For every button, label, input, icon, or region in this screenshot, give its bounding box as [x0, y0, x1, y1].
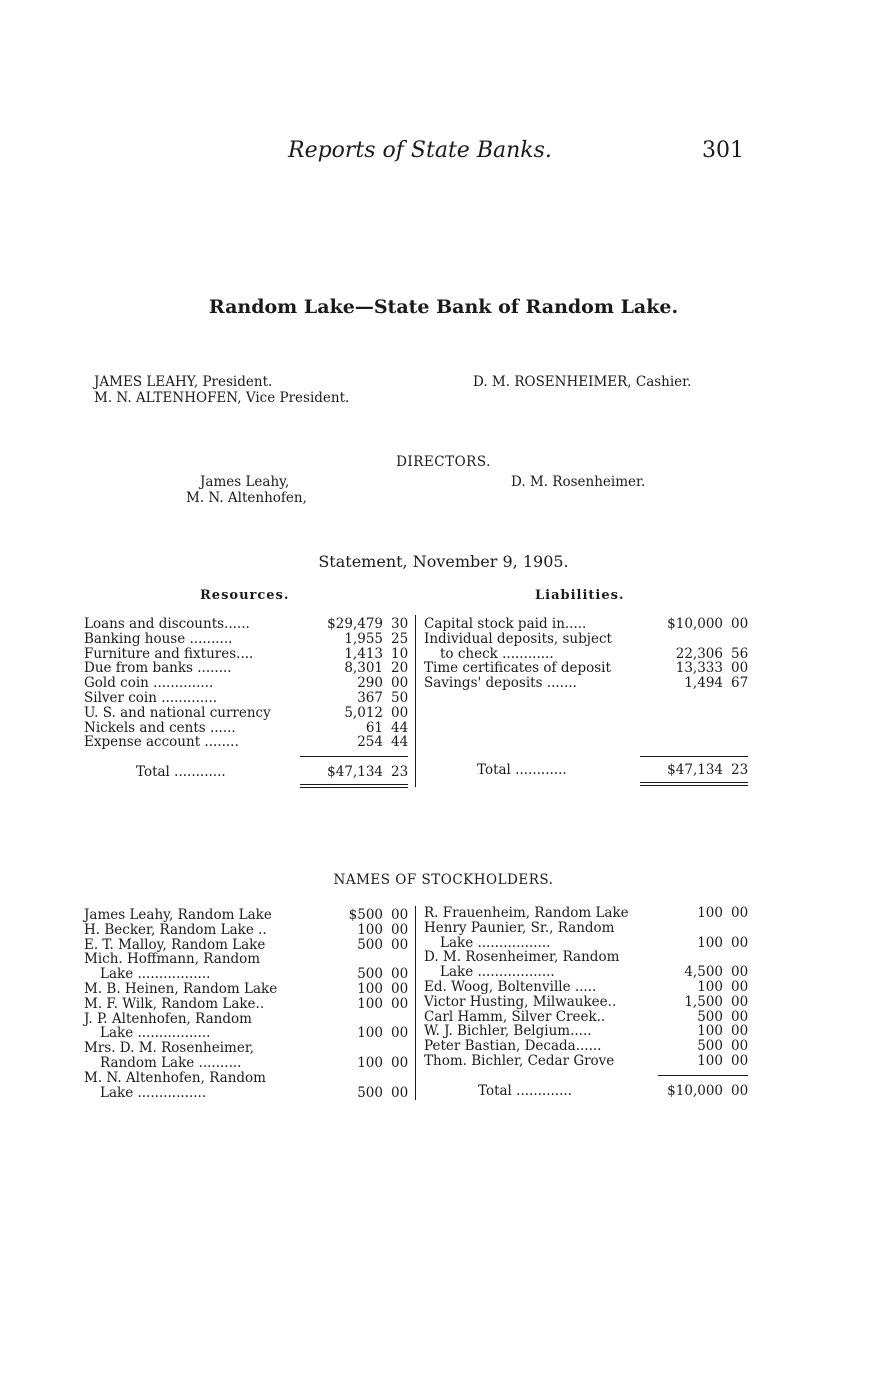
- stockholders-heading: NAMES OF STOCKHOLDERS.: [333, 872, 554, 888]
- row-label: Nickels and cents ......: [84, 719, 236, 736]
- row-dollars: 100: [697, 934, 723, 951]
- liabilities-total-cents: 23: [731, 762, 749, 778]
- ledger-row: [84, 617, 414, 632]
- row-label: Lake ..................: [440, 964, 555, 981]
- page-number: 301: [702, 138, 744, 163]
- director-name: M. N. Altenhofen,: [186, 490, 307, 506]
- liabilities-total-dollars: $47,134: [667, 762, 723, 778]
- row-dollars: 1,413: [344, 645, 383, 662]
- running-title: Reports of State Banks.: [288, 138, 552, 163]
- resources-total-cents: 23: [391, 764, 409, 780]
- ledger-row: [84, 1056, 414, 1071]
- row-dollars: 13,333: [675, 660, 723, 677]
- ledger-row: [84, 1026, 414, 1041]
- ledger-row: [424, 617, 754, 632]
- ledger-row: [424, 980, 754, 995]
- row-label: Thom. Bichler, Cedar Grove: [424, 1052, 615, 1069]
- row-label: H. Becker, Random Lake ..: [84, 921, 267, 938]
- row-label: R. Frauenheim, Random Lake: [424, 905, 629, 921]
- row-label: Gold coin ..............: [84, 675, 214, 692]
- row-cents: 00: [731, 905, 749, 921]
- column-divider: [415, 615, 416, 787]
- row-cents: 00: [391, 936, 409, 953]
- row-label: Banking house ..........: [84, 630, 233, 647]
- ledger-row: [84, 632, 414, 647]
- rule: [640, 756, 748, 757]
- resources-total-label: Total ............: [136, 764, 226, 780]
- row-cents: 00: [391, 1084, 409, 1101]
- row-dollars: 1,500: [684, 993, 723, 1010]
- row-cents: 00: [731, 934, 749, 951]
- row-label: to check ............: [440, 645, 554, 662]
- row-label: U. S. and national currency: [84, 704, 271, 721]
- row-dollars: 8,301: [344, 660, 383, 677]
- row-label: Furniture and fixtures....: [84, 645, 254, 662]
- ledger-row: [84, 982, 414, 997]
- row-cents: 00: [731, 660, 749, 677]
- row-cents: 00: [731, 993, 749, 1010]
- ledger-row: [84, 1071, 414, 1086]
- row-dollars: 61: [365, 719, 383, 736]
- statement-heading: Statement, November 9, 1905.: [318, 552, 569, 571]
- row-cents: 00: [391, 704, 409, 721]
- row-label: J. P. Altenhofen, Random: [84, 1010, 252, 1027]
- row-cents: 25: [391, 630, 409, 647]
- ledger-row: [84, 908, 414, 923]
- double-rule: [300, 784, 408, 788]
- stockholders-right-table: [424, 906, 754, 1069]
- ledger-row: [424, 676, 754, 691]
- row-label: Lake .................: [100, 1025, 211, 1042]
- director-name: James Leahy,: [200, 474, 290, 490]
- ledger-row: [424, 1010, 754, 1025]
- row-label: Random Lake ..........: [100, 1054, 242, 1071]
- row-dollars: $29,479: [327, 616, 383, 632]
- row-cents: 00: [731, 1052, 749, 1069]
- row-label: Loans and discounts......: [84, 616, 250, 632]
- row-label: Peter Bastian, Decada......: [424, 1038, 602, 1055]
- stockholders-total-label: Total .............: [478, 1083, 572, 1099]
- ledger-row: [84, 721, 414, 736]
- row-dollars: 100: [357, 921, 383, 938]
- row-dollars: 4,500: [684, 964, 723, 981]
- row-dollars: 100: [357, 1054, 383, 1071]
- column-divider: [415, 906, 416, 1100]
- row-dollars: 254: [357, 734, 383, 751]
- row-dollars: 500: [357, 966, 383, 983]
- row-cents: 00: [731, 978, 749, 995]
- row-label: Due from banks ........: [84, 660, 232, 677]
- ledger-row: [424, 965, 754, 980]
- ledger-row: [424, 1024, 754, 1039]
- ledger-row: [424, 647, 754, 662]
- row-label: E. T. Malloy, Random Lake: [84, 936, 266, 953]
- ledger-row: [84, 952, 414, 967]
- row-label: Lake .................: [100, 966, 211, 983]
- row-cents: 00: [391, 995, 409, 1012]
- ledger-row: [84, 1086, 414, 1101]
- row-label: Ed. Woog, Boltenville .....: [424, 978, 597, 995]
- row-dollars: 500: [697, 1008, 723, 1025]
- row-cents: 20: [391, 660, 409, 677]
- ledger-row: [84, 923, 414, 938]
- double-rule: [640, 782, 748, 786]
- row-dollars: 290: [357, 675, 383, 692]
- row-label: M. N. Altenhofen, Random: [84, 1069, 266, 1086]
- row-cents: 00: [391, 907, 409, 923]
- row-dollars: 500: [357, 1084, 383, 1101]
- row-label: Henry Paunier, Sr., Random: [424, 919, 615, 936]
- ledger-row: [424, 632, 754, 647]
- ledger-row: [424, 995, 754, 1010]
- row-label: Capital stock paid in.....: [424, 616, 587, 632]
- ledger-row: [84, 1041, 414, 1056]
- row-dollars: 5,012: [344, 704, 383, 721]
- row-label: M. B. Heinen, Random Lake: [84, 980, 278, 997]
- row-cents: 00: [391, 980, 409, 997]
- ledger-row: [424, 1039, 754, 1054]
- stockholders-left-table: [84, 908, 414, 1100]
- rule: [658, 1075, 748, 1076]
- row-cents: 67: [731, 675, 749, 692]
- row-label: D. M. Rosenheimer, Random: [424, 949, 620, 966]
- row-cents: 00: [391, 675, 409, 692]
- row-cents: 00: [731, 964, 749, 981]
- row-dollars: 367: [357, 689, 383, 706]
- row-label: Expense account ........: [84, 734, 239, 751]
- row-cents: 00: [391, 1054, 409, 1071]
- row-dollars: 100: [357, 1025, 383, 1042]
- row-label: James Leahy, Random Lake: [84, 907, 272, 923]
- row-cents: 00: [731, 1038, 749, 1055]
- row-dollars: 100: [357, 995, 383, 1012]
- row-dollars: $10,000: [667, 616, 723, 632]
- row-label: Savings' deposits .......: [424, 675, 577, 692]
- row-label: Victor Husting, Milwaukee..: [424, 993, 617, 1010]
- officer-president: JAMES LEAHY, President.: [94, 374, 273, 390]
- row-dollars: 500: [357, 936, 383, 953]
- ledger-row: [84, 997, 414, 1012]
- row-label: Lake ................: [100, 1084, 207, 1101]
- ledger-row: [424, 921, 754, 936]
- ledger-row: [424, 906, 754, 921]
- row-dollars: 22,306: [675, 645, 723, 662]
- row-cents: 00: [391, 921, 409, 938]
- ledger-row: [84, 647, 414, 662]
- ledger-row: [84, 691, 414, 706]
- row-label: Silver coin .............: [84, 689, 218, 706]
- row-label: Lake .................: [440, 934, 551, 951]
- liabilities-table: [424, 617, 754, 691]
- row-dollars: 1,955: [344, 630, 383, 647]
- row-dollars: $500: [348, 907, 383, 923]
- ledger-row: [84, 1012, 414, 1027]
- stockholders-total-cents: 00: [731, 1083, 749, 1099]
- stockholders-total-dollars: $10,000: [667, 1083, 723, 1099]
- row-cents: 00: [731, 1008, 749, 1025]
- row-label: Individual deposits, subject: [424, 630, 612, 647]
- ledger-row: [84, 735, 414, 750]
- row-cents: 00: [391, 966, 409, 983]
- row-cents: 00: [731, 1023, 749, 1040]
- row-cents: 50: [391, 689, 409, 706]
- resources-table: [84, 617, 414, 750]
- ledger-row: [424, 950, 754, 965]
- row-cents: 56: [731, 645, 749, 662]
- row-dollars: 100: [697, 978, 723, 995]
- officer-cashier: D. M. ROSENHEIMER, Cashier.: [473, 374, 692, 390]
- row-cents: 10: [391, 645, 409, 662]
- bank-title: Random Lake—State Bank of Random Lake.: [208, 296, 679, 318]
- ledger-row: [84, 938, 414, 953]
- row-cents: 44: [391, 719, 409, 736]
- row-cents: 00: [391, 1025, 409, 1042]
- ledger-row: [424, 936, 754, 951]
- ledger-row: [424, 661, 754, 676]
- row-label: Mich. Hoffmann, Random: [84, 951, 261, 968]
- ledger-row: [84, 967, 414, 982]
- directors-heading: DIRECTORS.: [396, 454, 491, 470]
- resources-heading: Resources.: [200, 588, 290, 603]
- director-name: D. M. Rosenheimer.: [511, 474, 646, 490]
- row-dollars: 100: [697, 1023, 723, 1040]
- liabilities-total-label: Total ............: [477, 762, 567, 778]
- row-cents: 00: [731, 616, 749, 632]
- ledger-row: [84, 676, 414, 691]
- row-dollars: 500: [697, 1038, 723, 1055]
- row-label: W. J. Bichler, Belgium.....: [424, 1023, 592, 1040]
- row-cents: 30: [391, 616, 409, 632]
- row-label: M. F. Wilk, Random Lake..: [84, 995, 265, 1012]
- rule: [300, 756, 408, 757]
- ledger-row: [84, 661, 414, 676]
- row-dollars: 1,494: [684, 675, 723, 692]
- row-cents: 44: [391, 734, 409, 751]
- row-label: Time certificates of deposit: [424, 660, 611, 677]
- officer-vice-president: M. N. ALTENHOFEN, Vice President.: [94, 390, 350, 406]
- ledger-row: [84, 706, 414, 721]
- liabilities-heading: Liabilities.: [535, 588, 625, 603]
- row-label: Mrs. D. M. Rosenheimer,: [84, 1040, 255, 1057]
- ledger-row: [424, 1054, 754, 1069]
- row-label: Carl Hamm, Silver Creek..: [424, 1008, 606, 1025]
- row-dollars: 100: [697, 1052, 723, 1069]
- resources-total-dollars: $47,134: [327, 764, 383, 780]
- row-dollars: 100: [697, 905, 723, 921]
- row-dollars: 100: [357, 980, 383, 997]
